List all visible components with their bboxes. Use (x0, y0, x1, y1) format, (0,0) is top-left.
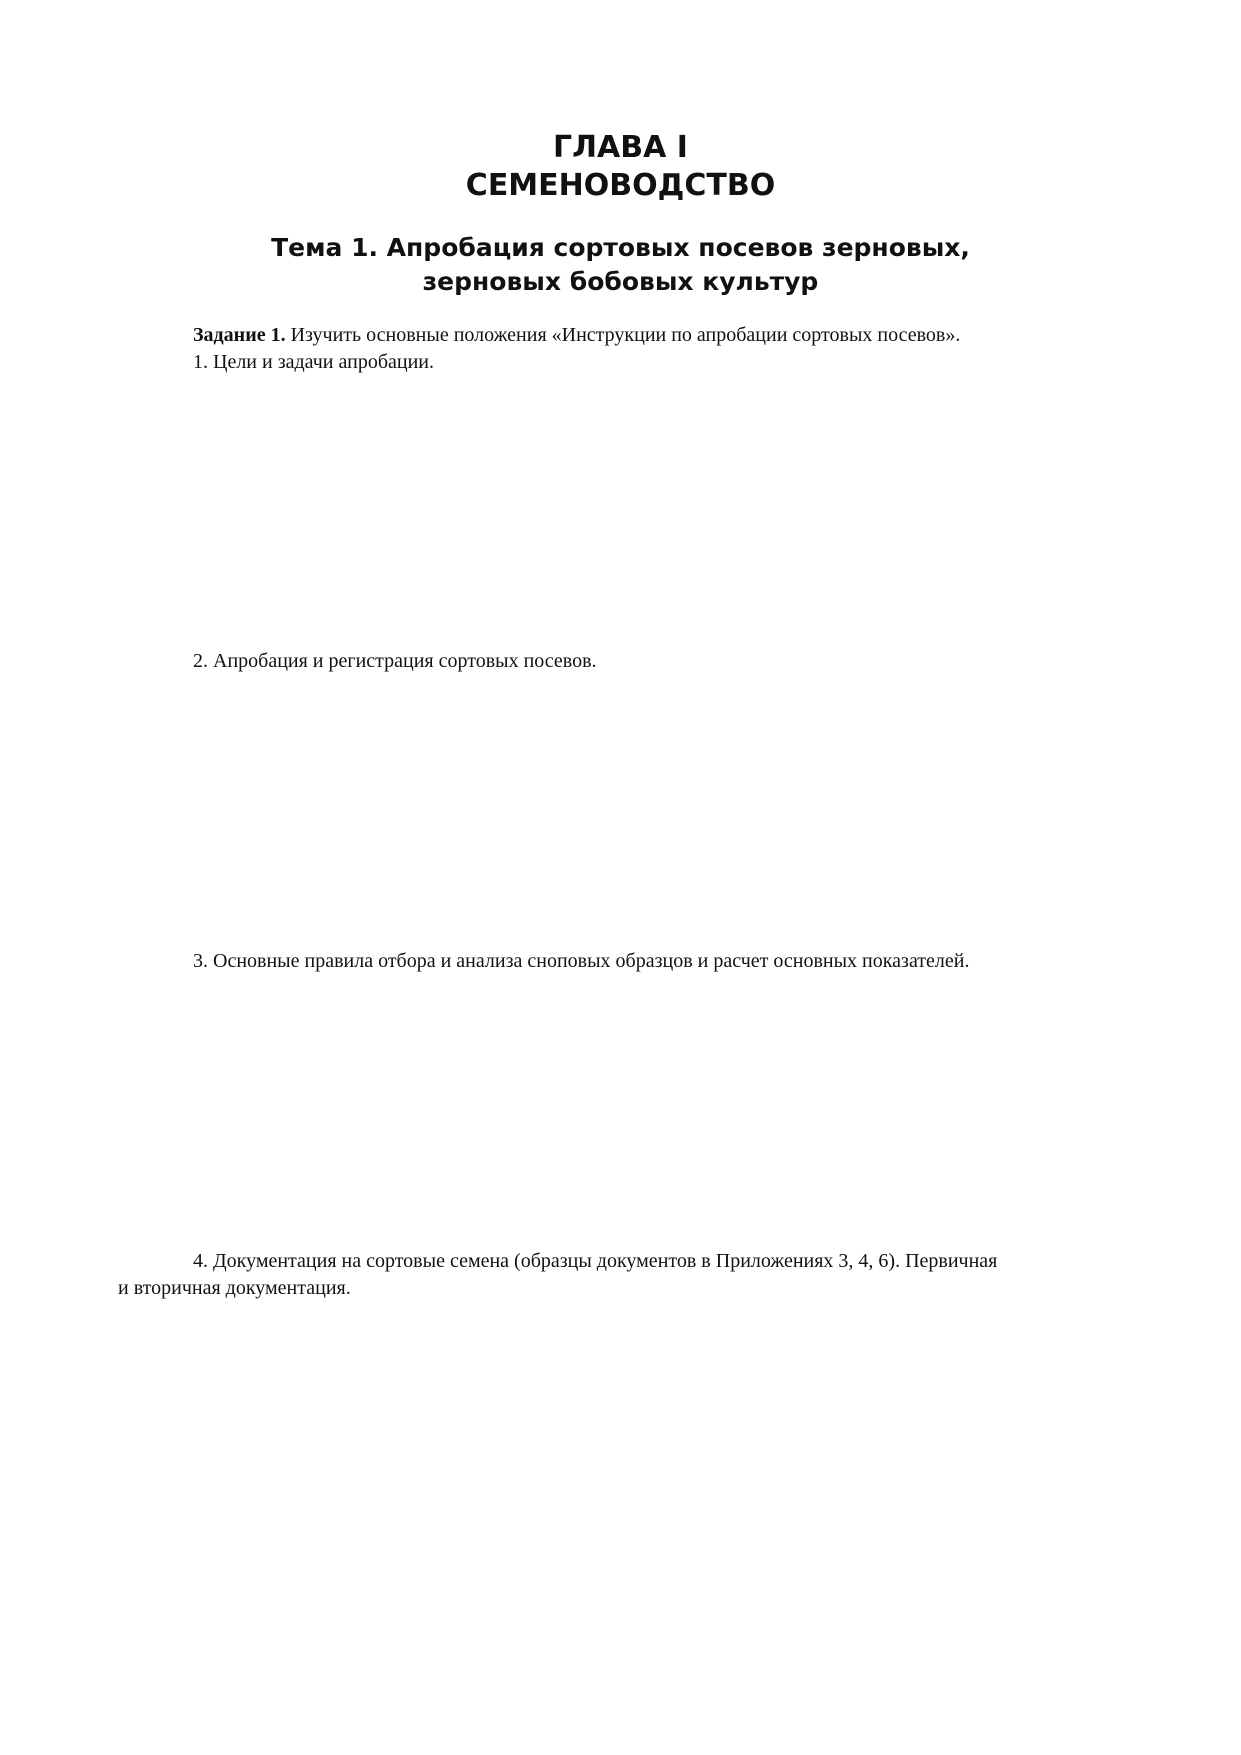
question-item-4-continuation: и вторичная документация. (118, 1277, 351, 1299)
question-item-4: 4. Документация на сортовые семена (образцы документов в Приложениях 3, 4, 6). Первичная (193, 1250, 998, 1272)
chapter-title: СЕМЕНОВОДСТВО (465, 168, 776, 203)
question-item-2: 2. Апробация и регистрация сортовых посевов. (193, 650, 597, 672)
question-item-1: 1. Цели и задачи апробации. (193, 351, 434, 373)
topic-title-line-2: зерновых бобовых культур (422, 267, 819, 296)
task-label: Задание 1. (193, 324, 286, 346)
question-item-3: 3. Основные правила отбора и анализа сноповых образцов и расчет основных показателей. (193, 950, 970, 972)
task-statement (193, 322, 960, 348)
chapter-label: ГЛАВА I (553, 130, 688, 165)
task-text: Изучить основные положения «Инструкции по апробации сортовых посевов». (285, 324, 961, 346)
topic-title-line-1: Тема 1. Апробация сортовых посевов зерновых, (271, 233, 970, 262)
